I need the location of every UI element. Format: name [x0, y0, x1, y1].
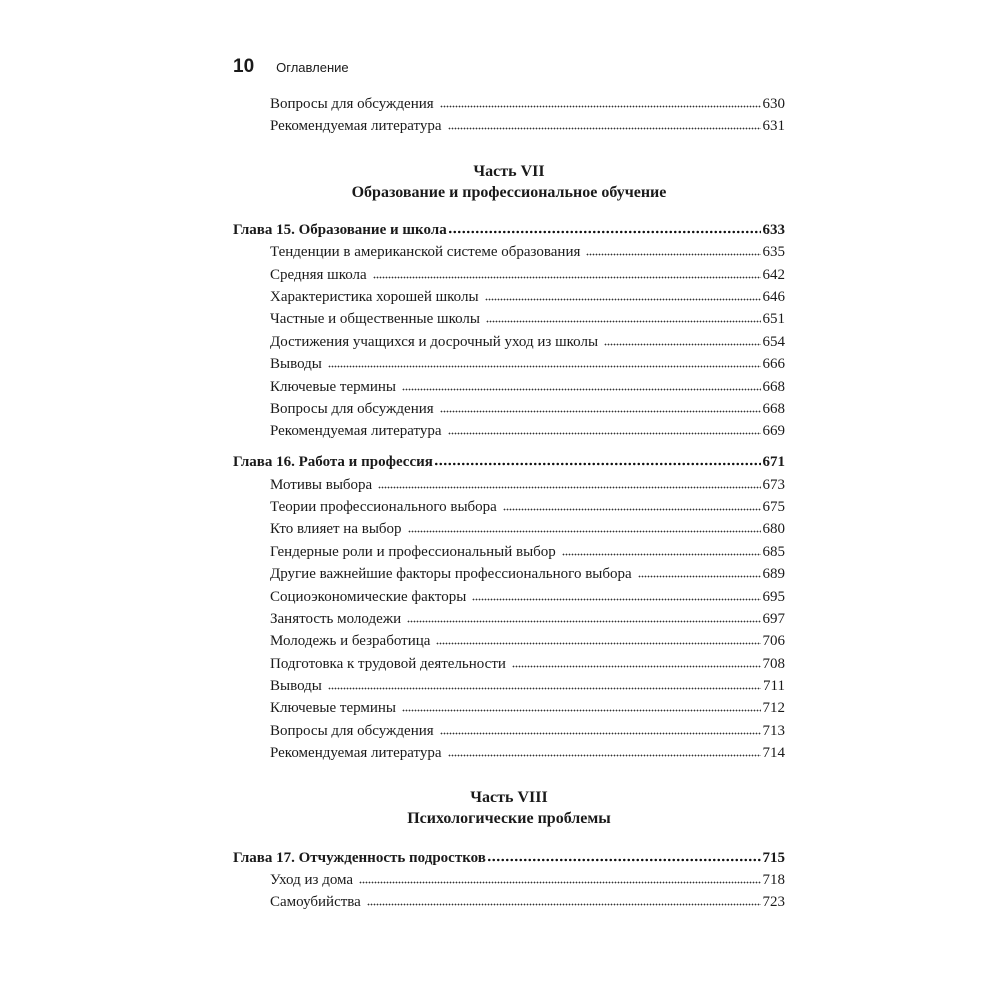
- entry-title: Вопросы для обсуждения: [270, 400, 434, 417]
- entry-title: Рекомендуемая литература: [270, 745, 442, 762]
- dot-leader: [487, 856, 761, 862]
- entry-title: Гендерные роли и профессиональный выбор: [270, 543, 556, 560]
- entry-page: 723: [762, 894, 785, 911]
- entry-title: Выводы: [270, 356, 322, 373]
- toc-entry[interactable]: [233, 697, 785, 719]
- chapter-16: [233, 451, 785, 764]
- previous-chapter-tail: [233, 93, 785, 138]
- entry-page: 633: [762, 221, 785, 238]
- entry-page: 668: [762, 400, 785, 417]
- entry-title: Теории профессионального выбора: [270, 498, 497, 515]
- entry-title: Частные и общественные школы: [270, 311, 480, 328]
- dot-leader: [448, 429, 761, 435]
- toc-entry[interactable]: [233, 474, 785, 496]
- part-label: Часть VIII: [470, 788, 548, 806]
- entry-page: 654: [762, 333, 785, 350]
- table-of-contents: [233, 93, 785, 914]
- entry-page: 673: [762, 476, 785, 493]
- toc-entry[interactable]: [233, 608, 785, 630]
- dot-leader: [373, 273, 761, 279]
- part-label: Часть VII: [473, 162, 545, 180]
- toc-entry[interactable]: [233, 286, 785, 308]
- dot-leader: [367, 900, 761, 906]
- entry-title: Молодежь и безработица: [270, 633, 431, 650]
- toc-entry[interactable]: [233, 586, 785, 608]
- entry-title: Кто влияет на выбор: [270, 521, 402, 538]
- entry-title: Рекомендуемая литература: [270, 118, 442, 135]
- dot-leader: [440, 407, 761, 413]
- entry-title: Вопросы для обсуждения: [270, 722, 434, 739]
- entry-page: 697: [762, 610, 785, 627]
- dot-leader: [436, 639, 760, 645]
- toc-entry[interactable]: [233, 241, 785, 263]
- chapter-entry[interactable]: [233, 847, 785, 869]
- toc-entry[interactable]: [233, 720, 785, 742]
- entry-title: Глава 17. Отчужденность подростков: [233, 849, 486, 866]
- entry-title: Ключевые термины: [270, 378, 397, 395]
- entry-title: Рекомендуемая литература: [270, 423, 442, 440]
- toc-entry[interactable]: [233, 496, 785, 518]
- dot-leader: [604, 340, 760, 346]
- dot-leader: [448, 124, 761, 130]
- entry-title: Занятость молодежи: [270, 610, 402, 627]
- entry-page: 666: [762, 356, 785, 373]
- entry-page: 695: [762, 588, 785, 605]
- entry-title: Характеристика хорошей школы: [270, 288, 479, 305]
- entry-title: Подготовка к трудовой деятельности: [270, 655, 506, 672]
- toc-entry[interactable]: [233, 742, 785, 764]
- part-title: Образование и профессиональное обучение: [351, 183, 667, 201]
- dot-leader: [378, 483, 760, 489]
- entry-title: Социоэкономические факторы: [270, 588, 467, 605]
- toc-entry[interactable]: [233, 398, 785, 420]
- entry-page: 675: [762, 498, 785, 515]
- entry-page: 718: [762, 872, 785, 889]
- toc-entry[interactable]: [233, 630, 785, 652]
- entry-page: 711: [763, 678, 785, 695]
- dot-leader: [448, 751, 761, 757]
- dot-leader: [407, 617, 760, 623]
- entry-page: 714: [762, 745, 785, 762]
- running-header: [233, 56, 349, 78]
- dot-leader: [485, 295, 761, 301]
- entry-page: 671: [762, 454, 785, 471]
- entry-title: Тенденции в американской системе образования: [270, 244, 581, 261]
- dot-leader: [402, 385, 760, 391]
- entry-title: Вопросы для обсуждения: [270, 96, 434, 112]
- part-heading: [233, 787, 785, 829]
- entry-page: 668: [762, 378, 785, 395]
- dot-leader: [562, 550, 761, 556]
- dot-leader: [486, 317, 761, 323]
- entry-page: 706: [762, 633, 785, 650]
- toc-entry[interactable]: [233, 891, 785, 913]
- entry-title: Глава 15. Образование и школа: [233, 221, 447, 238]
- entry-page: 651: [762, 311, 785, 328]
- part-heading: [233, 161, 785, 203]
- entry-page: 631: [762, 118, 785, 135]
- toc-entry[interactable]: [233, 264, 785, 286]
- chapter-entry[interactable]: [233, 219, 785, 241]
- chapter-17: [233, 847, 785, 914]
- toc-entry[interactable]: [233, 653, 785, 675]
- dot-leader: [440, 102, 761, 108]
- dot-leader: [328, 362, 761, 368]
- entry-page: 685: [762, 543, 785, 560]
- part-title: Психологические проблемы: [407, 809, 611, 827]
- dot-leader: [359, 878, 760, 884]
- entry-page: 630: [762, 96, 785, 112]
- dot-leader: [408, 527, 761, 533]
- toc-entry[interactable]: [233, 353, 785, 375]
- dot-leader: [448, 228, 761, 234]
- toc-entry[interactable]: [233, 869, 785, 891]
- entry-page: 642: [762, 266, 785, 283]
- entry-page: 669: [762, 423, 785, 440]
- toc-entry[interactable]: [233, 420, 785, 442]
- entry-page: 712: [762, 700, 785, 717]
- dot-leader: [503, 505, 761, 511]
- entry-title: Другие важнейшие факторы профессионального выбора: [270, 566, 632, 583]
- toc-entry[interactable]: [233, 541, 785, 563]
- entry-title: Достижения учащихся и досрочный уход из школы: [270, 333, 599, 350]
- entry-title: Выводы: [270, 678, 322, 695]
- toc-entry[interactable]: [233, 115, 785, 137]
- dot-leader: [328, 684, 761, 690]
- entry-page: 646: [762, 288, 785, 305]
- toc-entry[interactable]: [233, 308, 785, 330]
- entry-page: 708: [762, 655, 785, 672]
- running-title: Оглавление: [276, 60, 349, 75]
- dot-leader: [434, 460, 761, 466]
- dot-leader: [586, 250, 760, 256]
- dot-leader: [638, 572, 761, 578]
- toc-entry[interactable]: [233, 675, 785, 697]
- entry-page: 680: [762, 521, 785, 538]
- toc-entry[interactable]: [233, 376, 785, 398]
- toc-entry[interactable]: [233, 331, 785, 353]
- entry-page: 713: [762, 722, 785, 739]
- dot-leader: [402, 706, 760, 712]
- dot-leader: [512, 662, 761, 668]
- dot-leader: [440, 729, 761, 735]
- toc-entry[interactable]: [233, 93, 785, 115]
- entry-title: Средняя школа: [270, 266, 367, 283]
- entry-title: Глава 16. Работа и профессия: [233, 454, 433, 471]
- entry-page: 715: [762, 849, 785, 866]
- chapter-entry[interactable]: [233, 451, 785, 473]
- page-number: 10: [233, 56, 255, 77]
- toc-entry[interactable]: [233, 563, 785, 585]
- entry-title: Мотивы выбора: [270, 476, 373, 493]
- entry-title: Самоубийства: [270, 894, 361, 911]
- toc-entry[interactable]: [233, 518, 785, 540]
- dot-leader: [472, 595, 760, 601]
- entry-title: Ключевые термины: [270, 700, 397, 717]
- chapter-15: [233, 219, 785, 443]
- entry-page: 635: [762, 244, 785, 261]
- entry-title: Уход из дома: [270, 872, 354, 889]
- entry-page: 689: [762, 566, 785, 583]
